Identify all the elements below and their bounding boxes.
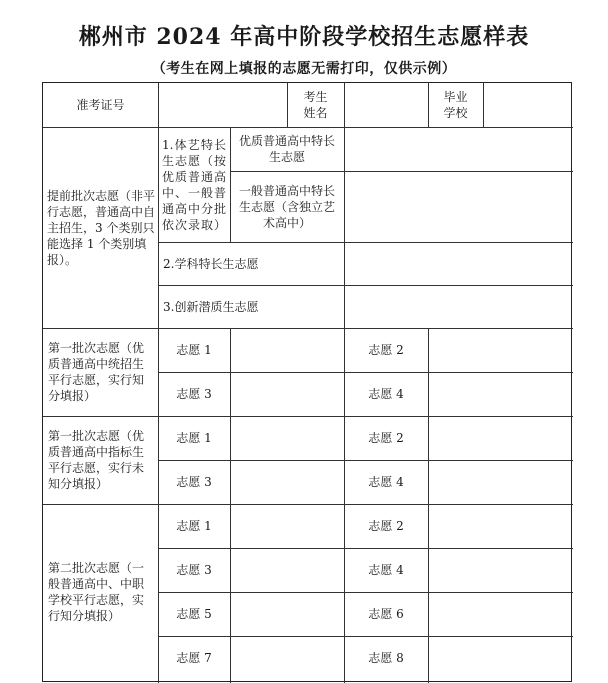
application-form-table — [42, 82, 572, 682]
premium-high-school-specialty-label: 优质普通高中特长生志愿 — [238, 134, 335, 164]
choice-label: 志愿 3 — [176, 563, 212, 577]
graduating-school-label: 毕业 学校 — [443, 90, 468, 120]
choice-field[interactable] — [429, 461, 572, 503]
innovation-potential-choice-field[interactable] — [345, 286, 572, 327]
batch1-unified-label: 第一批次志愿（优质普通高中统招生平行志愿，实行知分填报） — [48, 341, 145, 403]
choice-field[interactable] — [231, 417, 343, 459]
choice-label: 志愿 7 — [176, 651, 212, 665]
choice-field[interactable] — [429, 549, 572, 591]
choice-label: 志愿 2 — [368, 519, 404, 533]
exam-number-label: 准考证号 — [76, 98, 125, 112]
choice-field[interactable] — [231, 593, 343, 635]
choice-label: 志愿 4 — [368, 563, 404, 577]
choice-field[interactable] — [231, 637, 343, 679]
choice-label: 志愿 4 — [368, 475, 404, 489]
choice-label: 志愿 2 — [368, 343, 404, 357]
choice-field[interactable] — [429, 505, 572, 547]
choice-label: 志愿 5 — [176, 607, 212, 621]
choice-field[interactable] — [429, 417, 572, 459]
art-sports-specialty-label: 1.体艺特长生志愿（按优质普通高中、一般普通高中分批依次录取） — [162, 137, 226, 232]
choice-field[interactable] — [429, 329, 572, 371]
page-title: 郴州市 2024 年高中阶段学校招生志愿样表 — [78, 24, 530, 50]
choice-label: 志愿 4 — [368, 387, 404, 401]
choice-field[interactable] — [231, 461, 343, 503]
choice-label: 志愿 1 — [176, 431, 212, 445]
choice-field[interactable] — [429, 593, 572, 635]
page-subtitle: （考生在网上填报的志愿无需打印，仅供示例） — [151, 61, 457, 77]
premium-specialty-choice-field[interactable] — [345, 128, 572, 170]
general-specialty-choice-field[interactable] — [345, 172, 572, 241]
choice-field[interactable] — [231, 505, 343, 547]
early-batch-label: 提前批次志愿（非平行志愿，普通高中自主招生，3 个类别只能选择 1 个类别填报）。 — [47, 188, 156, 267]
choice-field[interactable] — [429, 373, 572, 415]
choice-field[interactable] — [231, 373, 343, 415]
choice-field[interactable] — [231, 329, 343, 371]
col-divider — [230, 127, 231, 242]
choice-field[interactable] — [429, 637, 572, 679]
student-name-field[interactable] — [345, 84, 427, 126]
general-high-school-specialty-label: 一般普通高中特长生志愿（含独立艺术高中） — [238, 183, 335, 230]
choice-label: 志愿 1 — [176, 519, 212, 533]
choice-label: 志愿 3 — [176, 387, 212, 401]
choice-label: 志愿 6 — [368, 607, 404, 621]
choice-label: 志愿 8 — [368, 651, 404, 665]
batch2-label: 第二批次志愿（一般普通高中、中职学校平行志愿，实行知分填报） — [48, 561, 145, 623]
subject-specialty-label: 2.学科特长生志愿 — [163, 256, 259, 271]
choice-label: 志愿 2 — [368, 431, 404, 445]
graduating-school-field[interactable] — [484, 84, 572, 126]
exam-number-field[interactable] — [159, 84, 286, 126]
choice-label: 志愿 1 — [176, 343, 212, 357]
choice-label: 志愿 3 — [176, 475, 212, 489]
innovation-potential-label: 3.创新潜质生志愿 — [163, 299, 259, 314]
choice-field[interactable] — [231, 549, 343, 591]
student-name-label: 考生 姓名 — [303, 90, 328, 120]
subject-specialty-choice-field[interactable] — [345, 243, 572, 284]
batch1-quota-label: 第一批次志愿（优质普通高中指标生平行志愿，实行未知分填报） — [48, 429, 145, 491]
